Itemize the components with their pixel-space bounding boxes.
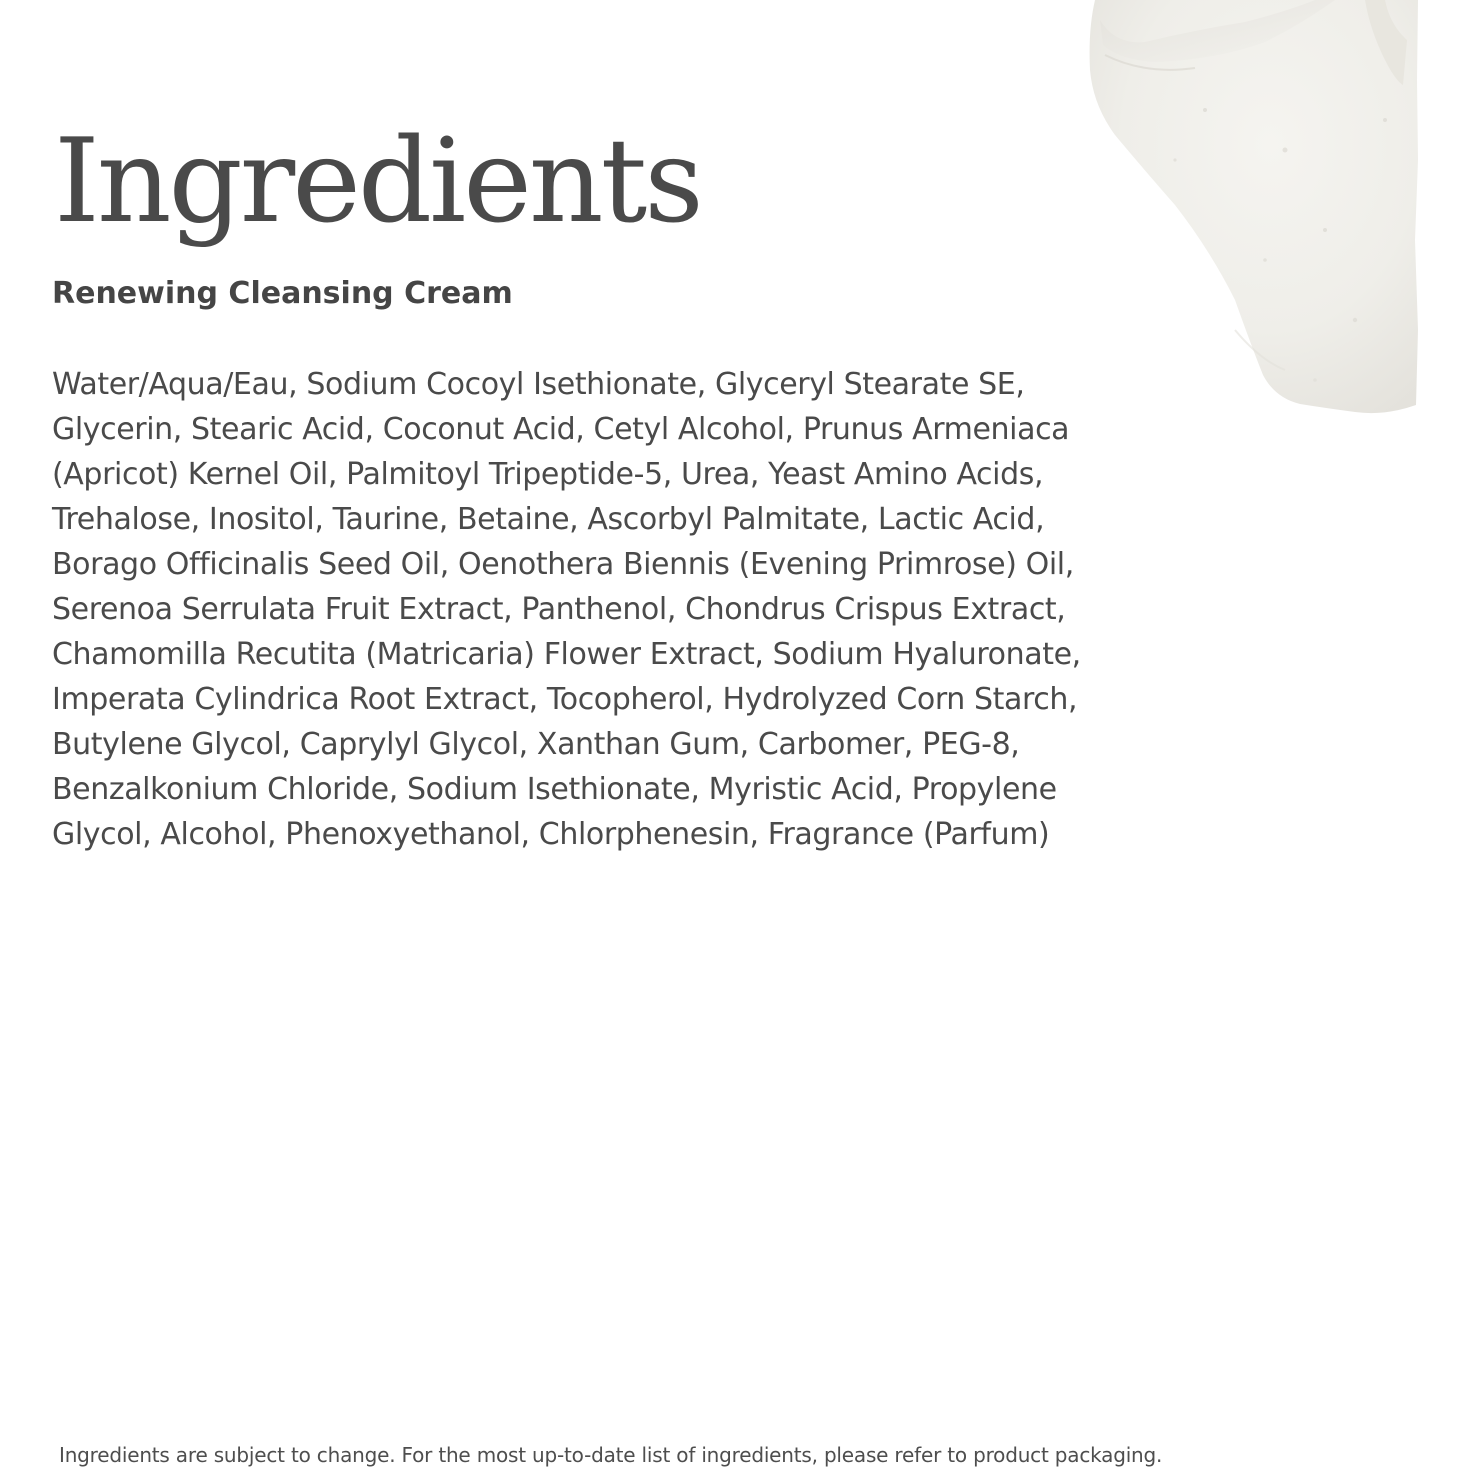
ingredients-line: Borago Officinalis Seed Oil, Oenothera Biennis (Evening Primrose) Oil, <box>52 547 1074 582</box>
disclaimer-text: Ingredients are subject to change. For the most up-to-date list of ingredients, please refer to product packaging. <box>59 1443 1163 1467</box>
ingredients-line: Water/Aqua/Eau, Sodium Cocoyl Isethionate, Glyceryl Stearate SE, <box>52 367 1025 402</box>
ingredients-line: Trehalose, Inositol, Taurine, Betaine, Ascorbyl Palmitate, Lactic Acid, <box>52 502 1045 537</box>
product-name: Renewing Cleansing Cream <box>52 276 513 311</box>
ingredients-line: Glycerin, Stearic Acid, Coconut Acid, Cetyl Alcohol, Prunus Armeniaca <box>52 412 1070 447</box>
cream-swatch-image <box>1085 0 1425 420</box>
ingredients-line: Serenoa Serrulata Fruit Extract, Panthenol, Chondrus Crispus Extract, <box>52 592 1066 627</box>
ingredients-line: Butylene Glycol, Caprylyl Glycol, Xanthan Gum, Carbomer, PEG-8, <box>52 727 1020 762</box>
ingredients-line: Imperata Cylindrica Root Extract, Tocopherol, Hydrolyzed Corn Starch, <box>52 682 1078 717</box>
ingredients-line: Glycol, Alcohol, Phenoxyethanol, Chlorphenesin, Fragrance (Parfum) <box>52 817 1050 852</box>
page-title: Ingredients <box>54 114 701 249</box>
ingredients-list <box>52 362 1182 857</box>
ingredients-line: Chamomilla Recutita (Matricaria) Flower Extract, Sodium Hyaluronate, <box>52 637 1081 672</box>
ingredients-line: (Apricot) Kernel Oil, Palmitoyl Tripeptide-5, Urea, Yeast Amino Acids, <box>52 457 1044 492</box>
ingredients-line: Benzalkonium Chloride, Sodium Isethionate, Myristic Acid, Propylene <box>52 772 1057 807</box>
